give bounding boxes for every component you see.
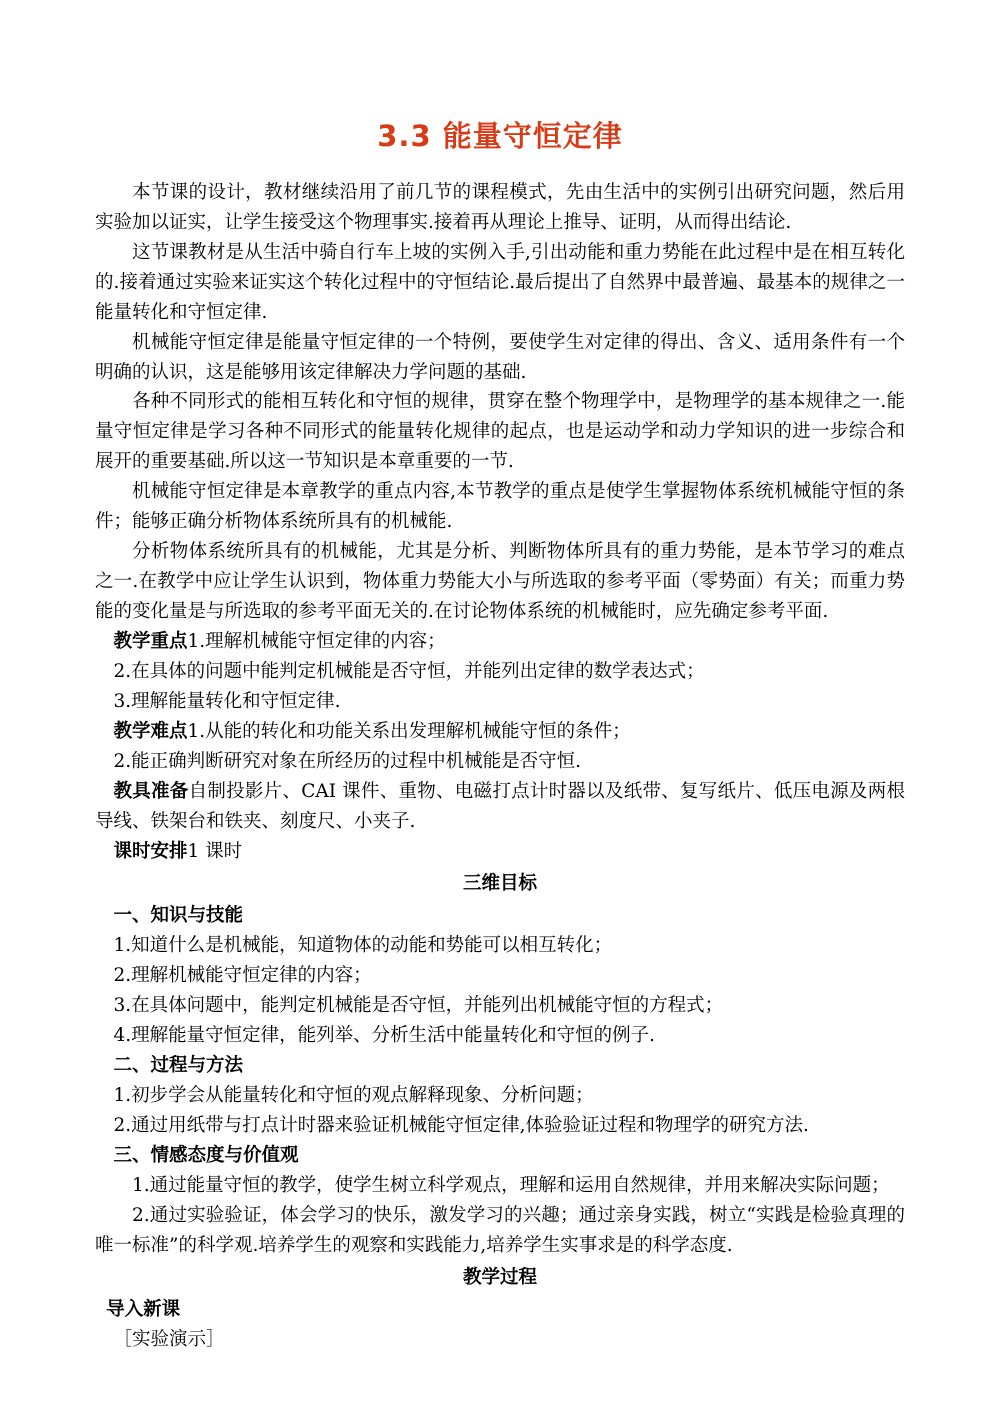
equipment-line [95, 777, 905, 837]
difficulties-line [95, 717, 905, 747]
goals-section-3-item-1: 1.通过能量守恒的教学，使学生树立科学观点，理解和运用自然规律，并用来解决实际问题； [132, 1174, 890, 1196]
intro-paragraph-4: 各种不同形式的能相互转化和守恒的规律，贯穿在整个物理学中，是物理学的基本规律之一.能量守恒定律是学习各种不同形式的能量转化规律的起点，也是运动学和动力学知识的进一步综合和展开的重要基础.所以这一节知识是本章重要的一节. [95, 391, 905, 473]
equipment-label: 教具准备 [113, 781, 189, 803]
key-points-line [95, 627, 905, 657]
goals-section-2-item-1: 1.初步学会从能量转化和守恒的观点解释现象、分析问题； [113, 1084, 594, 1106]
goals-section-2-heading: 二、过程与方法 [113, 1054, 244, 1076]
key-points-label: 教学重点 [113, 631, 188, 653]
teaching-process-heading: 教学过程 [462, 1266, 537, 1288]
goals-section-3-heading: 三、情感态度与价值观 [113, 1144, 299, 1166]
schedule-text: 1 课时 [187, 841, 243, 862]
intro-paragraph-5: 机械能守恒定律是本章教学的重点内容,本节教学的重点是使学生掌握物体系统机械能守恒的条件；能够正确分析物体系统所具有的机械能. [95, 481, 905, 533]
page-title: 3.3 能量守恒定律 [377, 119, 623, 153]
intro-paragraph-2: 这节课教材是从生活中骑自行车上坡的实例入手,引出动能和重力势能在此过程中是在相互转化的.接着通过实验来证实这个转化过程中的守恒结论.最后提出了自然界中最普遍、最基本的规律之一能量转化和守恒定律. [95, 241, 905, 323]
equipment-text: 自制投影片、CAI 课件、重物、电磁打点计时器以及纸带、复写纸片、低压电源及两根导线、铁架台和铁夹、刻度尺、小夹子. [95, 781, 905, 833]
goals-section-1-item-3: 3.在具体问题中，能判定机械能是否守恒，并能列出机械能守恒的方程式； [113, 994, 724, 1016]
intro-paragraph-1: 本节课的设计，教材继续沿用了前几节的课程模式，先由生活中的实例引出研究问题，然后用实验加以证实，让学生接受这个物理事实.接着再从理论上推导、证明，从而得出结论. [95, 181, 905, 233]
goals-section-1-heading: 一、知识与技能 [113, 904, 244, 926]
difficulties-item-2: 2.能正确判断研究对象在所经历的过程中机械能是否守恒. [113, 751, 582, 773]
goals-section-2-item-2: 2.通过用纸带与打点计时器来验证机械能守恒定律,体验验证过程和物理学的研究方法. [113, 1114, 809, 1136]
intro-paragraph-3: 机械能守恒定律是能量守恒定律的一个特例，要使学生对定律的得出、含义、适用条件有一个明确的认识，这是能够用该定律解决力学问题的基础. [95, 331, 905, 383]
goals-section-1-item-2: 2.理解机械能守恒定律的内容； [113, 964, 372, 986]
lead-in-heading: 导入新课 [106, 1298, 181, 1320]
difficulties-label: 教学难点 [113, 721, 188, 743]
key-points-first: 1.理解机械能守恒定律的内容； [187, 631, 446, 653]
goals-section-1-item-4: 4.理解能量守恒定律，能列举、分析生活中能量转化和守恒的例子. [113, 1024, 656, 1046]
intro-paragraph-6: 分析物体系统所具有的机械能，尤其是分析、判断物体所具有的重力势能，是本节学习的难点之一.在教学中应让学生认识到，物体重力势能大小与所选取的参考平面（零势面）有关；而重力势能的变化量是与所选取的参考平面无关的.在讨论物体系统的机械能时，应先确定参考平面. [95, 541, 905, 623]
goals-section-3-item-2: 2.通过实验验证，体会学习的快乐，激发学习的兴趣；通过亲身实践，树立“实践是检验真理的唯一标准”的科学观.培养学生的观察和实践能力,培养学生实事求是的科学态度. [95, 1204, 905, 1256]
experiment-demo-note: ［实验演示］ [113, 1328, 225, 1350]
schedule-label: 课时安排 [113, 841, 188, 862]
goals-section-1-item-1: 1.知道什么是机械能，知道物体的动能和势能可以相互转化； [113, 934, 613, 956]
three-goals-heading: 三维目标 [462, 872, 537, 894]
key-points-item-3: 3.理解能量转化和守恒定律. [113, 691, 341, 713]
schedule-line [95, 837, 905, 867]
key-points-item-2: 2.在具体的问题中能判定机械能是否守恒，并能列出定律的数学表达式； [113, 661, 705, 683]
difficulties-first: 1.从能的转化和功能关系出发理解机械能守恒的条件； [187, 721, 631, 743]
